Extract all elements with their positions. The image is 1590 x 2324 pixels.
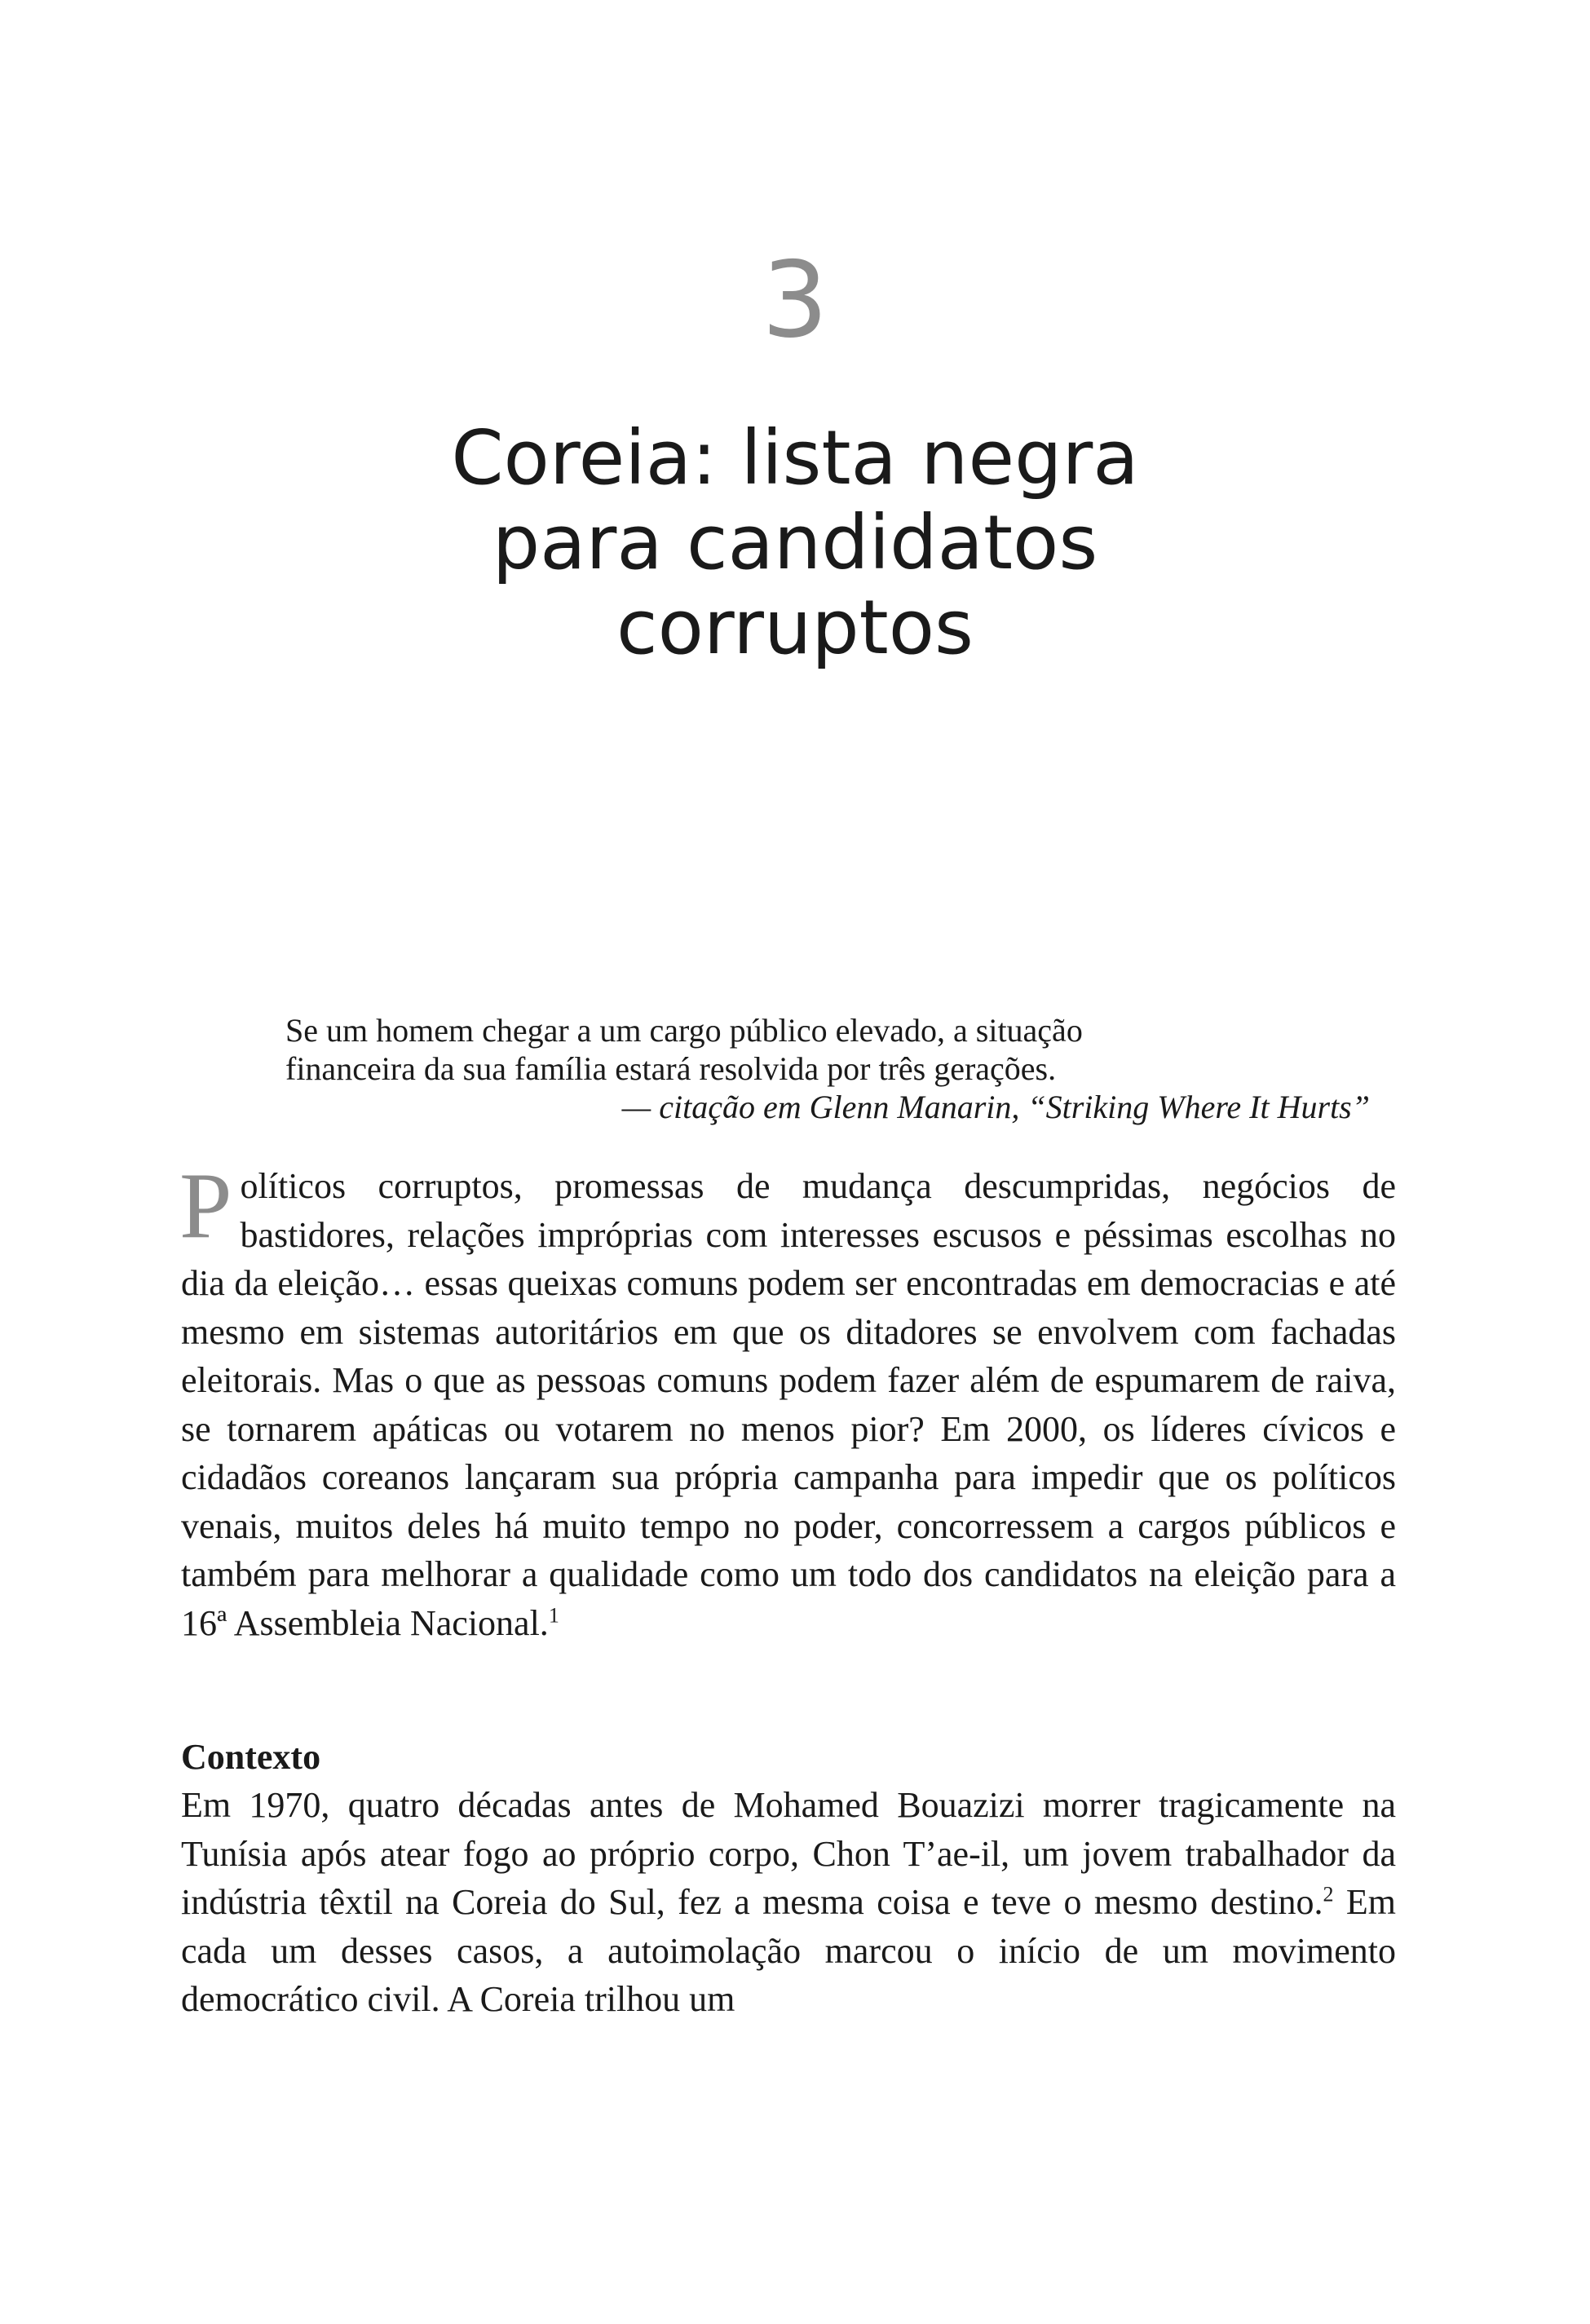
section-paragraph	[181, 1781, 1396, 2024]
footnote-marker: 2	[1323, 1882, 1334, 1906]
epigraph	[285, 1011, 1378, 1126]
chapter-title-line: corruptos	[616, 584, 974, 671]
epigraph-line: financeira da sua família estará resolvida por três gerações.	[285, 1050, 1057, 1087]
epigraph-line: Se um homem chegar a um cargo público elevado, a situação	[285, 1012, 1083, 1049]
drop-cap: P	[179, 1154, 232, 1258]
chapter-title	[0, 416, 1590, 670]
footnote-marker: 1	[548, 1602, 559, 1627]
section-heading: Contexto	[181, 1737, 321, 1777]
intro-text: olíticos corruptos, promessas de mudança descumpridas, negócios de bastidores, relações impróprias com interesses escusos e péssimas escolhas no dia da eleição… essas queixas comuns podem ser encontradas em democracias e até mesmo em sistemas autoritários em que os ditadores se envolvem com fachadas eleitorais. Mas o que as pessoas comuns podem fazer além de espumarem de raiva, se tornarem apáticas ou votarem no menos pior? Em 2000, os líderes cívicos e cidadãos coreanos lançaram sua própria campanha para impedir que os políticos venais, muitos deles há muito tempo no poder, concorressem a cargos públicos e também para melhorar a qualidade como um todo dos candidatos na eleição para a 16ª Assembleia Nacional.	[181, 1166, 1396, 1643]
chapter-title-line: para candidatos	[492, 499, 1098, 586]
epigraph-attribution: — citação em Glenn Manarin, “Striking Where It Hurts”	[621, 1089, 1370, 1125]
section-text: Em 1970, quatro décadas antes de Mohamed Bouazizi morrer tragicamente na Tunísia após atear fogo ao próprio corpo, Chon T’ae-il, um jovem trabalhador da indústria têxtil na Coreia do Sul, fez a mesma coisa e teve o mesmo destino.	[181, 1785, 1396, 1922]
chapter-title-line: Coreia: lista negra	[451, 414, 1139, 501]
intro-paragraph	[179, 1154, 1396, 1647]
section-text: Em cada um desses casos, a autoimolação marcou o início de um movimento democrático civil. A Coreia trilhou um	[181, 1882, 1396, 2019]
chapter-number: 3	[762, 240, 828, 361]
